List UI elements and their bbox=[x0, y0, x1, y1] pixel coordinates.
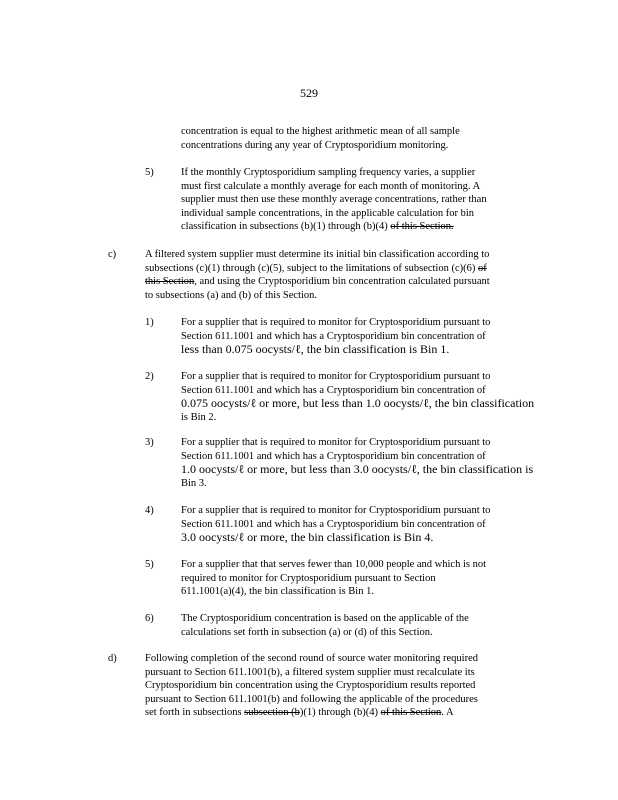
subsection-d-paragraph bbox=[145, 652, 525, 720]
text-line: For a supplier that is required to monitor for Cryptosporidium pursuant to bbox=[181, 317, 491, 328]
text-line: must first calculate a monthly average for each month of monitoring. A bbox=[181, 180, 481, 192]
page-number: 529 bbox=[300, 86, 318, 100]
text-line: required to monitor for Cryptosporidium pursuant to Section bbox=[181, 572, 436, 584]
text-line: subsections (c)(1) through (c)(5), subject to the limitations of subsection (c)(6) of bbox=[145, 262, 487, 274]
text-line: supplier must then use these monthly average concentrations, rather than bbox=[181, 194, 487, 205]
text-line: For a supplier that that serves fewer than 10,000 people and which is not bbox=[181, 559, 487, 570]
item-c3-label: 3) bbox=[145, 437, 154, 448]
subsection-c-paragraph bbox=[145, 248, 540, 302]
item-5-label: 5) bbox=[145, 167, 154, 178]
text-line: Section 611.1001 and which has a Cryptosporidium bin concentration of bbox=[181, 450, 486, 462]
text-line: Bin 3. bbox=[181, 477, 207, 489]
item-c1-label: 1) bbox=[145, 317, 154, 328]
item-c1-paragraph bbox=[181, 316, 536, 357]
subsection-d-label: d) bbox=[108, 653, 117, 664]
struck-text: subsection (b bbox=[244, 707, 300, 718]
text-line: 0.075 oocysts/ℓ or more, but less than 1.0 oocysts/ℓ, the bin classification bbox=[181, 396, 535, 410]
text-line: A filtered system supplier must determine its initial bin classification according to bbox=[145, 249, 490, 260]
text-line: For a supplier that is required to monitor for Cryptosporidium pursuant to bbox=[181, 437, 491, 448]
text-line: The Cryptosporidium concentration is based on the applicable of the bbox=[181, 613, 469, 624]
text-line: to subsections (a) and (b) of this Section. bbox=[145, 289, 318, 301]
text-line: pursuant to Section 611.1001(b) and following the applicable of the procedures bbox=[145, 693, 478, 705]
item-5-paragraph bbox=[181, 166, 531, 234]
text-line: Section 611.1001 and which has a Cryptosporidium bin concentration of bbox=[181, 384, 486, 396]
text-line: 3.0 oocysts/ℓ or more, the bin classification is Bin 4. bbox=[181, 530, 434, 544]
text-line: Cryptosporidium bin concentration using the Cryptosporidium results reported bbox=[145, 680, 476, 691]
item-c2-label: 2) bbox=[145, 371, 154, 382]
text-line: 611.1001(a)(4), the bin classification is Bin 1. bbox=[181, 586, 374, 597]
text-line: concentration is equal to the highest arithmetic mean of all sample bbox=[181, 126, 460, 137]
struck-text: of bbox=[478, 262, 487, 274]
text-line: For a supplier that is required to monitor for Cryptosporidium pursuant to bbox=[181, 371, 491, 382]
text-line: 1.0 oocysts/ℓ or more, but less than 3.0 oocysts/ℓ, the bin classification is bbox=[181, 462, 534, 476]
item-c6-paragraph bbox=[181, 612, 513, 639]
struck-text: of this Section. bbox=[390, 221, 454, 232]
text-line: Following completion of the second round of source water monitoring required bbox=[145, 653, 479, 664]
text-line: Section 611.1001 and which has a Cryptosporidium bin concentration of bbox=[181, 518, 486, 530]
text-line: calculations set forth in subsection (a) or (d) of this Section. bbox=[181, 626, 433, 638]
item-c4-paragraph bbox=[181, 504, 536, 545]
struck-text: this Section bbox=[145, 276, 195, 287]
subsection-c-label: c) bbox=[108, 249, 117, 260]
text-line: this Section, and using the Cryptosporidium bin concentration calculated pursuant bbox=[145, 276, 490, 287]
item-c5-paragraph bbox=[181, 558, 531, 599]
item-c2-paragraph bbox=[181, 370, 536, 424]
continuation-paragraph bbox=[181, 125, 495, 152]
text-line: For a supplier that is required to monitor for Cryptosporidium pursuant to bbox=[181, 505, 491, 516]
text-line: less than 0.075 oocysts/ℓ, the bin classification is Bin 1. bbox=[181, 342, 450, 356]
text-line: set forth in subsections subsection (b)(1) through (b)(4) of this Section. A bbox=[145, 707, 454, 718]
text-line: concentrations during any year of Cryptosporidium monitoring. bbox=[181, 139, 449, 151]
text-line: Section 611.1001 and which has a Cryptosporidium bin concentration of bbox=[181, 330, 486, 342]
text-line: classification in subsections (b)(1) through (b)(4) of this Section. bbox=[181, 221, 454, 232]
item-c5-label: 5) bbox=[145, 559, 154, 570]
text-line: If the monthly Cryptosporidium sampling frequency varies, a supplier bbox=[181, 167, 476, 178]
text-line: pursuant to Section 611.1001(b), a filtered system supplier must recalculate its bbox=[145, 666, 475, 678]
text-line: individual sample concentrations, in the applicable calculation for bin bbox=[181, 207, 475, 219]
struck-text: of this Section bbox=[380, 707, 442, 718]
item-c3-paragraph bbox=[181, 436, 536, 490]
item-c4-label: 4) bbox=[145, 505, 154, 516]
item-c6-label: 6) bbox=[145, 613, 154, 624]
text-line: is Bin 2. bbox=[181, 411, 217, 423]
